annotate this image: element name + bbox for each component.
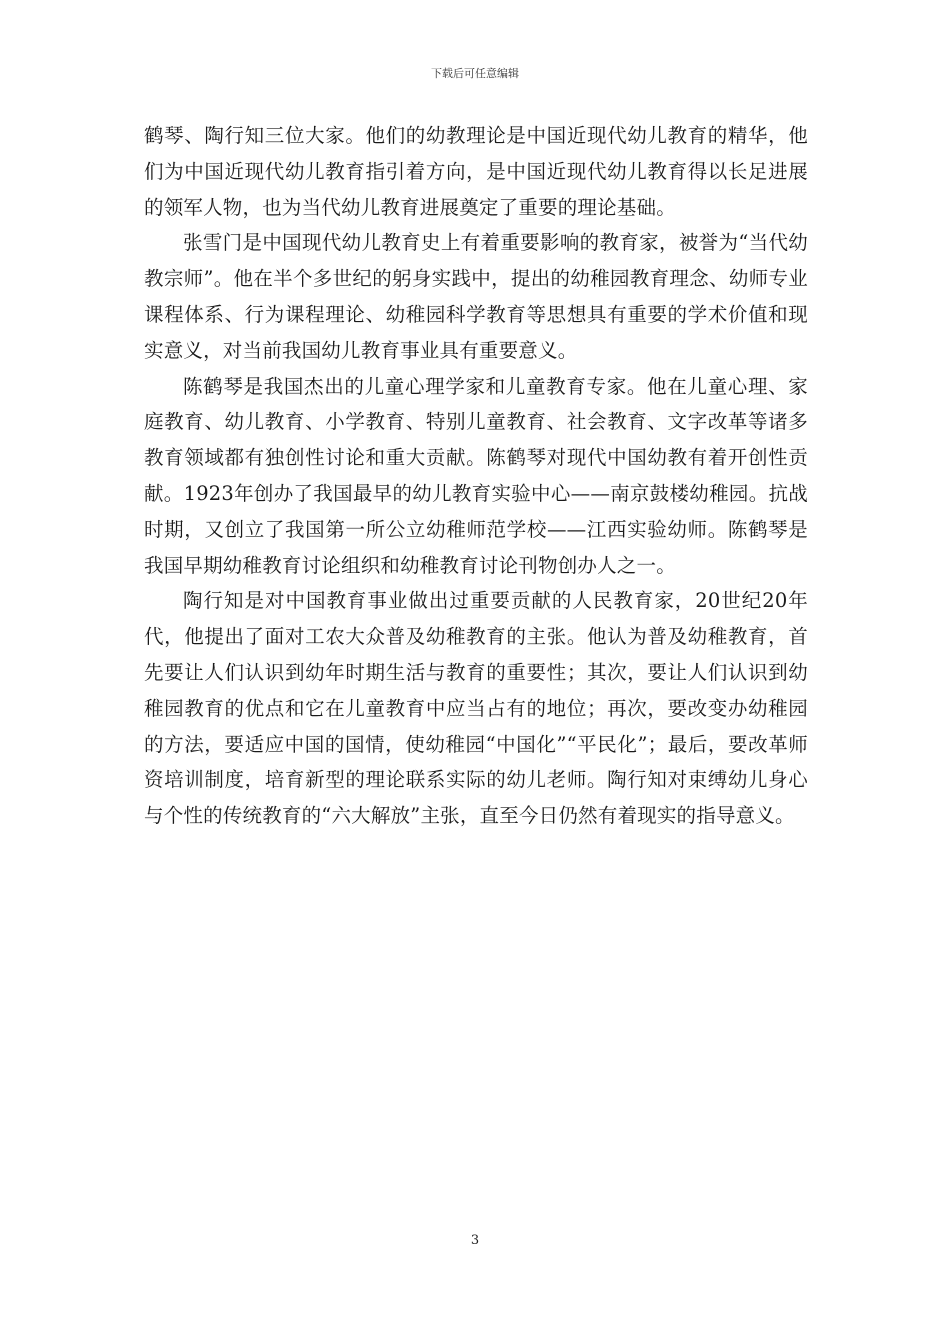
paragraph-chen-heqin: 陈鹤琴是我国杰出的儿童心理学家和儿童教育专家。他在儿童心理、家庭教育、幼儿教育、小学教育、特别儿童教育、社会教育、文字改革等诸多教育领域都有独创性讨论和重大贡献。陈鹤琴对现代中国幼教有着开创性贡献。1923年创办了我国最早的幼儿教育实验中心——南京鼓楼幼稚园。抗战时期，又创立了我国第一所公立幼稚师范学校——江西实验幼师。陈鹤琴是我国早期幼稚教育讨论组织和幼稚教育讨论刊物创办人之一。 <box>144 374 808 577</box>
paragraph-zhang-xuemen: 张雪门是中国现代幼儿教育史上有着重要影响的教育家，被誉为“当代幼教宗师”。他在半个多世纪的躬身实践中，提出的幼稚园教育理念、幼师专业课程体系、行为课程理论、幼稚园科学教育等思想具有重要的学术价值和现实意义，对当前我国幼儿教育事业具有重要意义。 <box>144 231 808 362</box>
page-number: 3 <box>470 1233 480 1248</box>
paragraph-tao-xingzhi: 陶行知是对中国教育事业做出过重要贡献的人民教育家，20世纪20年代，他提出了面对工农大众普及幼稚教育的主张。他认为普及幼稚教育，首先要让人们认识到幼年时期生活与教育的重要性；其次，要让人们认识到幼稚园教育的优点和它在儿童教育中应当占有的地位；再次，要改变办幼稚园的方法，要适应中国的国情，使幼稚园“中国化”“平民化”；最后，要改革师资培训制度，培育新型的理论联系实际的幼儿老师。陶行知对束缚幼儿身心与个性的传统教育的“六大解放”主张，直至今日仍然有着现实的指导意义。 <box>144 589 808 828</box>
document-body <box>144 118 808 834</box>
page-header: 下载后可任意编辑 <box>431 67 519 80</box>
paragraph-continuation: 鹤琴、陶行知三位大家。他们的幼教理论是中国近现代幼儿教育的精华，他们为中国近现代幼儿教育指引着方向，是中国近现代幼儿教育得以长足进展的领军人物，也为当代幼儿教育进展奠定了重要的理论基础。 <box>144 124 808 219</box>
